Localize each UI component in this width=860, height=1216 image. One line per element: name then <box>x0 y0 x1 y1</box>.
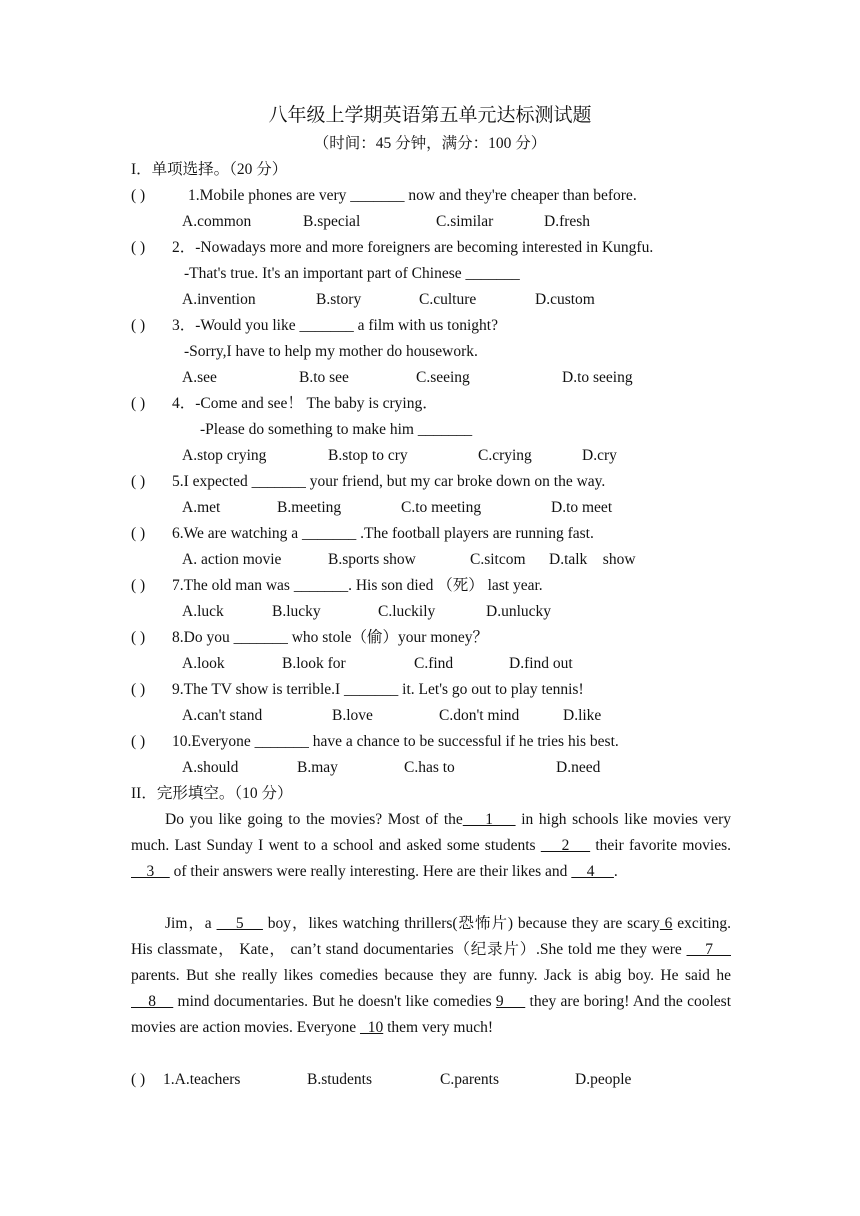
question-text: 2．-Nowadays more and more foreigners are becoming interested in Kungfu. <box>172 239 654 256</box>
answer-blank: ( ) <box>131 733 146 750</box>
answer-blank: ( ) <box>131 681 146 698</box>
question-text: -Please do something to make him _______ <box>200 421 473 438</box>
option-d: D.unlucky <box>486 603 552 620</box>
option-b: B.may <box>297 759 338 776</box>
option-d: D.fresh <box>544 213 591 230</box>
question-text: 5.I expected _______ your friend, but my car broke down on the way. <box>172 473 606 490</box>
page-subtitle: （时间：45 分钟，满分：100 分） <box>313 135 547 152</box>
option-a: A.luck <box>182 603 224 620</box>
cloze-blank-8: 8 <box>131 993 174 1010</box>
cloze-blank-4: 4 <box>571 863 614 880</box>
question-text: 3．-Would you like _______ a film with us tonight? <box>172 317 498 334</box>
option-b: B.story <box>316 291 362 308</box>
question-text: 10.Everyone _______ have a chance to be successful if he tries his best. <box>172 733 619 750</box>
option-d: D.people <box>575 1071 632 1088</box>
option-b: B.students <box>307 1071 373 1088</box>
option-d: D.to meet <box>551 499 613 516</box>
passage-text: they are boring! And the coolest movies are action movies. Everyone <box>131 993 732 1036</box>
option-b: B.sports show <box>328 551 416 568</box>
option-c: C.culture <box>419 291 477 308</box>
option-d: D.need <box>556 759 601 776</box>
option-c: C.parents <box>440 1071 499 1088</box>
passage-text: boy，likes watching thrillers(恐怖片) because they are scary <box>262 915 660 932</box>
passage-text: parents. But she really likes comedies because they are funny. Jack is abig boy. He said he <box>131 967 731 984</box>
cloze-blank-5: 5 <box>216 915 263 932</box>
answer-blank: ( ) <box>131 395 146 412</box>
option-a: A.look <box>182 655 225 672</box>
passage-text: Do you like going to the movies? Most of the <box>165 811 463 828</box>
page-title: 八年级上学期英语第五单元达标测试题 <box>268 105 592 126</box>
passage-text: in high schools like movies very much. Last Sunday I went to a school and asked some students <box>131 811 732 854</box>
section-1-heading: I．单项选择。（20 分） <box>131 161 288 178</box>
option-d: D.cry <box>582 447 617 464</box>
option-c: C.seeing <box>416 369 470 386</box>
option-d: D.talk show <box>549 551 636 568</box>
answer-blank: ( ) <box>131 1071 146 1088</box>
option-d: D.custom <box>535 291 595 308</box>
question-text: 9.The TV show is terrible.I _______ it. Let's go out to play tennis! <box>172 681 584 698</box>
cloze-blank-10: 10 <box>359 1019 384 1036</box>
cloze-paragraph-2 <box>131 911 731 1041</box>
option-b: B.lucky <box>272 603 321 620</box>
option-a: 1.A.teachers <box>163 1071 241 1088</box>
option-a: A.common <box>182 213 252 230</box>
question-text: 4．-Come and see！ The baby is crying． <box>172 395 438 412</box>
passage-text: Jim，a <box>165 915 217 932</box>
option-d: D.like <box>563 707 602 724</box>
passage-text: . <box>613 863 618 880</box>
option-c: C.luckily <box>378 603 436 620</box>
answer-blank: ( ) <box>131 629 146 646</box>
option-a: A. action movie <box>182 551 282 568</box>
cloze-paragraph-1 <box>131 807 731 885</box>
option-a: A.see <box>182 369 217 386</box>
cloze-blank-7: 7 <box>686 941 731 958</box>
option-a: A.should <box>182 759 239 776</box>
question-text: -Sorry,I have to help my mother do housework. <box>184 343 478 360</box>
answer-blank: ( ) <box>131 317 146 334</box>
option-c: C.similar <box>436 213 494 230</box>
option-d: D.to seeing <box>562 369 633 386</box>
question-text: 7.The old man was _______. His son died （死） last year. <box>172 577 543 594</box>
option-a: A.can't stand <box>182 707 263 724</box>
passage-text: exciting. His classmate， Kate， can’t stand documentaries（纪录片）.She told me they were <box>131 915 732 958</box>
answer-blank: ( ) <box>131 525 146 542</box>
answer-blank: ( ) <box>131 187 146 204</box>
option-b: B.love <box>332 707 373 724</box>
answer-blank: ( ) <box>131 239 146 256</box>
option-c: C.to meeting <box>401 499 482 516</box>
passage-text: mind documentaries. But he doesn't like comedies <box>173 993 496 1010</box>
cloze-blank-2: 2 <box>540 837 591 854</box>
option-c: C.has to <box>404 759 455 776</box>
option-c: C.don't mind <box>439 707 520 724</box>
cloze-blank-9: 9 <box>495 993 526 1010</box>
question-text: -That's true. It's an important part of Chinese _______ <box>184 265 520 282</box>
option-b: B.meeting <box>277 499 342 516</box>
question-text: 6.We are watching a _______ .The football players are running fast. <box>172 525 594 542</box>
option-b: B.look for <box>282 655 346 672</box>
option-b: B.special <box>303 213 361 230</box>
cloze-blank-3: 3 <box>131 863 170 880</box>
cloze-blank-6: 6 <box>659 915 673 932</box>
question-text: 1.Mobile phones are very _______ now and they're cheaper than before. <box>188 187 637 204</box>
option-c: C.crying <box>478 447 532 464</box>
option-b: B.to see <box>299 369 349 386</box>
option-a: A.stop crying <box>182 447 267 464</box>
option-a: A.invention <box>182 291 256 308</box>
option-c: C.find <box>414 655 454 672</box>
section-2-heading: II．完形填空。（10 分） <box>131 785 293 802</box>
option-d: D.find out <box>509 655 573 672</box>
passage-text: of their answers were really interesting. Here are their likes and <box>169 863 572 880</box>
option-a: A.met <box>182 499 221 516</box>
option-b: B.stop to cry <box>328 447 408 464</box>
question-text: 8.Do you _______ who stole（偷）your money？ <box>172 629 489 646</box>
cloze-blank-1: 1 <box>462 811 516 828</box>
answer-blank: ( ) <box>131 577 146 594</box>
answer-blank: ( ) <box>131 473 146 490</box>
passage-text: their favorite movies. <box>590 837 732 854</box>
option-c: C.sitcom <box>470 551 526 568</box>
passage-text: them very much! <box>383 1019 493 1036</box>
